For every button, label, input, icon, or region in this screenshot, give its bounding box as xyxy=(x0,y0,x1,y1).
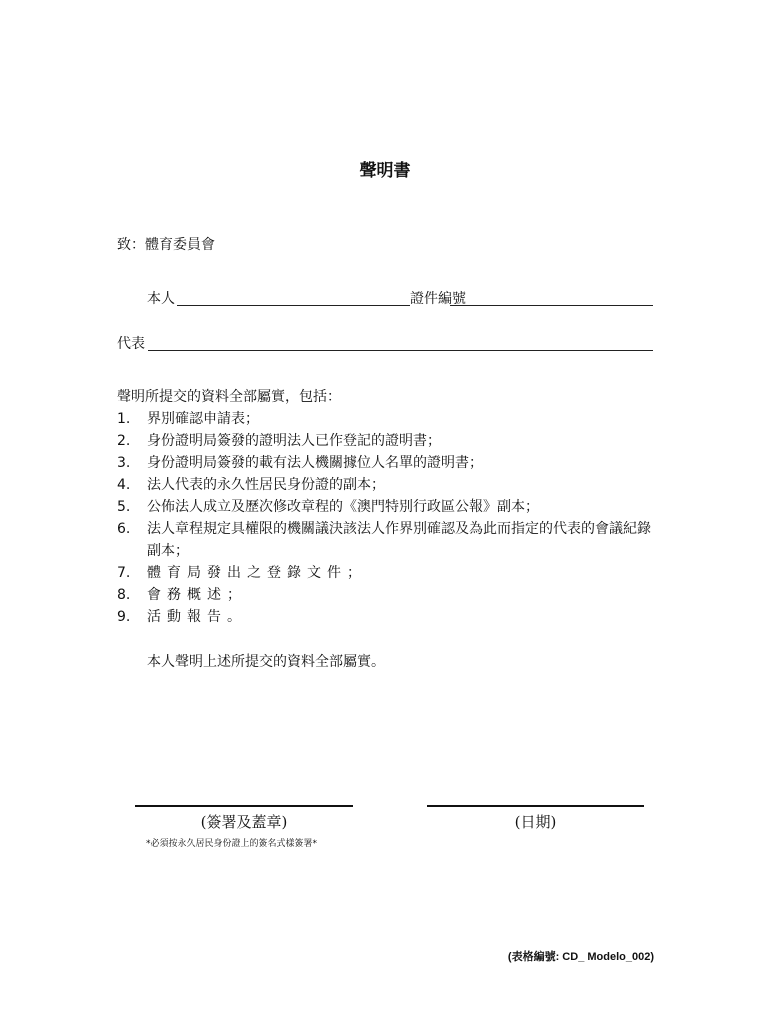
name-field[interactable] xyxy=(177,288,410,306)
signature-note: *必須按永久居民身份證上的簽名式樣簽署* xyxy=(146,839,318,849)
list-item: 1. 界別確認申請表； xyxy=(117,411,259,427)
date-label: (日期) xyxy=(514,813,557,831)
list-item: 4. 法人代表的永久性居民身份證的副本； xyxy=(117,477,385,493)
form-number: (表格編號: CD_ Modelo_002) xyxy=(507,951,654,963)
intro-text: 聲明所提交的資料全部屬實，包括： xyxy=(117,389,341,405)
document-list xyxy=(117,408,662,628)
document-title: 聲明書 xyxy=(359,161,411,181)
representative-label: 代表 xyxy=(117,336,145,352)
name-label: 本人 xyxy=(147,291,175,307)
date-line[interactable] xyxy=(427,805,644,807)
signature-line[interactable] xyxy=(135,805,353,807)
list-item: 5. 公佈法人成立及歷次修改章程的《澳門特別行政區公報》副本； xyxy=(117,499,539,515)
signature-label: (簽署及蓋章) xyxy=(200,813,288,831)
id-number-label: 證件編號 xyxy=(410,291,466,307)
list-item: 3. 身份證明局簽發的載有法人機關據位人名單的證明書； xyxy=(117,455,483,471)
list-item: 6. 法人章程規定具權限的機關議決該法人作界別確認及為此而指定的代表的會議紀錄副本； xyxy=(117,521,651,559)
list-item: 8. 會務概述； xyxy=(117,587,247,603)
id-number-field[interactable] xyxy=(450,288,653,306)
addressee: 致：體育委員會 xyxy=(117,237,215,253)
declarant-row xyxy=(147,288,653,308)
list-item: 2. 身份證明局簽發的證明法人已作登記的證明書； xyxy=(117,433,441,449)
representative-field[interactable] xyxy=(148,333,653,351)
list-item: 7. 體育局發出之登錄文件； xyxy=(117,565,367,581)
list-item: 9. 活動報告。 xyxy=(117,609,247,625)
declaration-statement: 本人聲明上述所提交的資料全部屬實。 xyxy=(147,654,385,670)
representative-row xyxy=(117,333,653,353)
